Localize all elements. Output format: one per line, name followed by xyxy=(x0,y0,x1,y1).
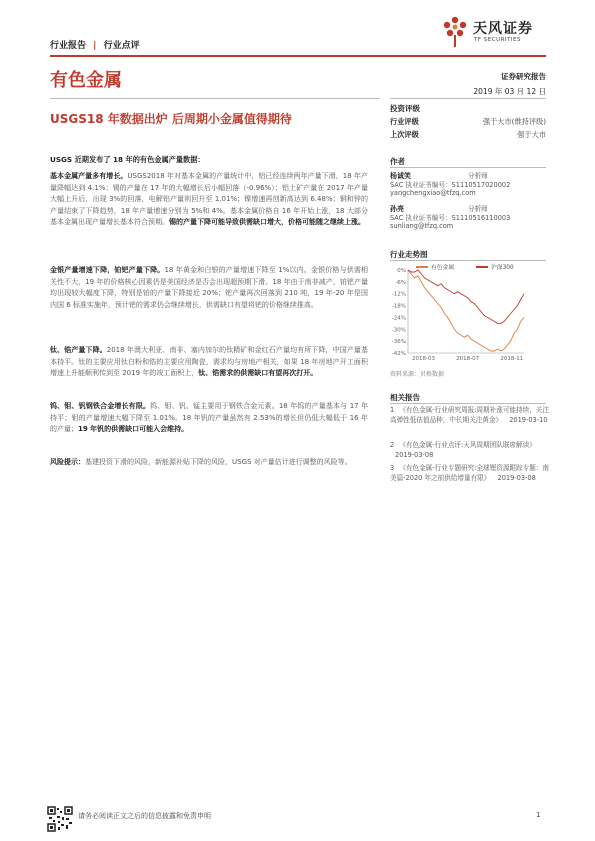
industry-rating-value: 强于大市(维持评级) xyxy=(482,117,546,126)
footer-disclaimer: 请务必阅读正文之后的信息披露和免责申明 xyxy=(78,812,211,820)
related-report-title[interactable]: 《有色金属-行业点评:天风周期团队联席解读》 xyxy=(399,441,536,449)
industry-rating-label: 行业评级 xyxy=(390,117,419,126)
paragraph-lead: 金银产量增速下降，铂钯产量下降。 xyxy=(50,266,165,274)
chart-source: 资料来源：贝格数据 xyxy=(390,371,445,378)
related-divider xyxy=(390,403,546,404)
logo-name: 天风证券 xyxy=(473,21,533,37)
related-report-number: 3 xyxy=(390,464,395,472)
x-tick-label: 2018-03 xyxy=(412,356,435,362)
related-report-number: 1 xyxy=(390,406,395,414)
y-tick-label: -6% xyxy=(395,279,406,286)
x-tick-label: 2018-07 xyxy=(456,356,480,362)
page-number: 1 xyxy=(536,811,541,819)
y-tick-label: -18% xyxy=(391,303,406,310)
paragraph-body: 基建投资下滑的风险，新能源补贴下降的风险，USGS 对产量估计进行调整的风险等。 xyxy=(85,458,352,466)
author-cert: SAC 执业证书编号：S1110516110003 xyxy=(390,213,511,222)
report-type: 证券研究报告 xyxy=(501,72,546,81)
author-role: 分析师 xyxy=(468,172,488,180)
paragraph-body: 钨、钼、钒、锰主要用于钢铁合金元素。18 年钨的产量基本与 17 年持平；钼的产量增速大幅下降至 1.01%。18 年钒的产量虽然有 2.53%的增长但仍低大幅低于 16 年的产量； xyxy=(50,402,368,433)
logo-flower-icon xyxy=(440,14,470,48)
series-line-2 xyxy=(408,270,524,323)
header-rule xyxy=(50,55,546,57)
y-tick-label: -42% xyxy=(391,351,406,357)
paragraph-base-metals xyxy=(50,171,368,229)
authors-divider xyxy=(390,167,546,168)
paragraph-body: 18 年黄金和白银的产量增速下降至 1%以内。金银价格与供需相关性不大，19 年的价格核心因素仍是美国经济是否会出现超预期下滑。18 年由于南非减产，铂钯产量均出现较大幅度下降，特别是铂的产量下降接近 20%；钯产量再次回落到 210 吨，19 年-20 年是国内国 6 标准实施年，预计钯的需求仍会继续增长，供需缺口有望将钯的价格继续推高。 xyxy=(50,266,369,309)
breadcrumb xyxy=(50,38,140,51)
x-tick-label: 2018-11 xyxy=(500,356,524,362)
legend-swatch xyxy=(416,266,428,268)
related-report-date: 2019-03-10 xyxy=(509,416,548,424)
paragraph-titanium-zirconium xyxy=(50,345,368,380)
logo-english: TF SECURITIES xyxy=(474,37,521,43)
paragraph-lead: 钨、钼、钒钢铁合金增长有限。 xyxy=(50,402,151,410)
y-tick-label: -24% xyxy=(391,315,406,322)
sector-title: 有色金属 xyxy=(50,70,122,91)
author-email[interactable]: yangchengxiao@tfzq.com xyxy=(390,189,476,197)
y-tick-label: -30% xyxy=(391,327,406,334)
paragraph-lead: 钛、锆产量下降。 xyxy=(50,346,107,354)
company-logo xyxy=(440,14,550,50)
breadcrumb-item-industry-report: 行业报告 xyxy=(50,41,87,51)
paragraph-lead: 基本金属产量多有增长。 xyxy=(50,172,128,180)
related-report-item[interactable] xyxy=(390,405,550,425)
authors-label: 作者 xyxy=(390,157,405,166)
paragraph-emphasis: 钛、锆需求的供需缺口有望再次打开。 xyxy=(198,369,318,377)
legend-swatch xyxy=(476,266,488,268)
breadcrumb-item-industry-comment: 行业点评 xyxy=(103,41,140,51)
author-name: 孙亮 xyxy=(390,205,404,213)
trend-label: 行业走势图 xyxy=(390,250,428,259)
paragraph-precious-metals xyxy=(50,265,368,311)
related-label: 相关报告 xyxy=(390,393,420,402)
author-card xyxy=(390,205,546,231)
report-date: 2019 年 03 月 12 日 xyxy=(473,87,546,96)
intro-line: USGS 近期发布了 18 年的有色金属产量数据： xyxy=(50,155,205,164)
author-cert: SAC 执业证书编号：S1110517020002 xyxy=(390,180,511,189)
related-report-number: 2 xyxy=(390,441,395,449)
paragraph-risk xyxy=(50,457,368,469)
series-line-1 xyxy=(408,270,524,351)
author-email[interactable]: sunliang@tfzq.com xyxy=(390,222,454,230)
paragraph-body: 2018 年澳大利亚、南非、塞内加尔的钛精矿和金红石产量均有所下降，中国产量基本持平。钛的主要应用钛白粉和锆的主要应用陶瓷，需求均与房地产相关，如果 18 年房地产开工面积增速上升能顺利传到至 2019 年的竣工面积上， xyxy=(50,346,369,377)
related-report-date: 2019-03-08 xyxy=(395,451,434,459)
previous-rating-value: 强于大市 xyxy=(517,130,546,139)
report-title: USGS18 年数据出炉 后周期小金属值得期待 xyxy=(50,112,292,126)
author-name: 杨诚笑 xyxy=(390,172,411,180)
rating-label: 投资评级 xyxy=(390,104,420,113)
paragraph-lead: 风险提示： xyxy=(50,458,85,466)
trend-chart xyxy=(388,263,548,363)
legend-label: 有色金属 xyxy=(431,265,455,271)
trend-divider xyxy=(390,260,546,261)
related-report-item[interactable] xyxy=(390,440,550,460)
previous-rating-row xyxy=(390,130,546,140)
author-card xyxy=(390,172,546,198)
y-tick-label: -12% xyxy=(391,291,406,298)
paragraph-body: USGS2018 年对基本金属的产量统计中，铝已经连续两年产量下滑，18 年产量降幅达到 4.1%；锡的产量在 17 年的大幅增长后小幅回落（-0.96%）；铝土矿产量在 2017 年产量大幅上升后，出现 3%的回落，电解铝产量则回升至 1.01%；镍增速再创新高达到 6.48%；铜和锌的产量结束了下降趋势，18 年产量增速分别为 5%和 4%。基本金属价格自 16 年开始上涨，18 大部分基本金属出现产量增长基本符合预期。 xyxy=(50,172,369,226)
related-report-title[interactable]: 《有色金属-行业专题研究:全球锂资源跟踪专题：南美篇-2020 年之前供给增量有限》 xyxy=(390,464,549,482)
industry-rating-row xyxy=(390,117,546,127)
breadcrumb-separator: | xyxy=(93,41,97,51)
legend-label: 沪深300 xyxy=(491,265,514,271)
paragraph-emphasis: 锡的产量下降可能导致供需缺口增大，价格可能随之继续上涨。 xyxy=(169,218,365,226)
paragraph-emphasis: 19 年钒的供需缺口可能入会维持。 xyxy=(78,425,189,433)
y-tick-label: 0% xyxy=(397,268,406,274)
related-report-title[interactable]: 《有色金属-行业研究周报:周期补涨可能持续，关注高弹性低估值品种，中长期关注黄金》 xyxy=(390,406,549,424)
paragraph-alloy-metals xyxy=(50,401,368,436)
previous-rating-label: 上次评级 xyxy=(390,130,419,139)
title-divider-right xyxy=(390,98,546,99)
title-divider-left xyxy=(50,98,380,99)
related-report-date: 2019-03-08 xyxy=(497,474,536,482)
y-tick-label: -36% xyxy=(391,339,406,346)
related-report-item[interactable] xyxy=(390,463,550,483)
qr-code-icon xyxy=(47,806,73,832)
author-role: 分析师 xyxy=(468,205,488,213)
